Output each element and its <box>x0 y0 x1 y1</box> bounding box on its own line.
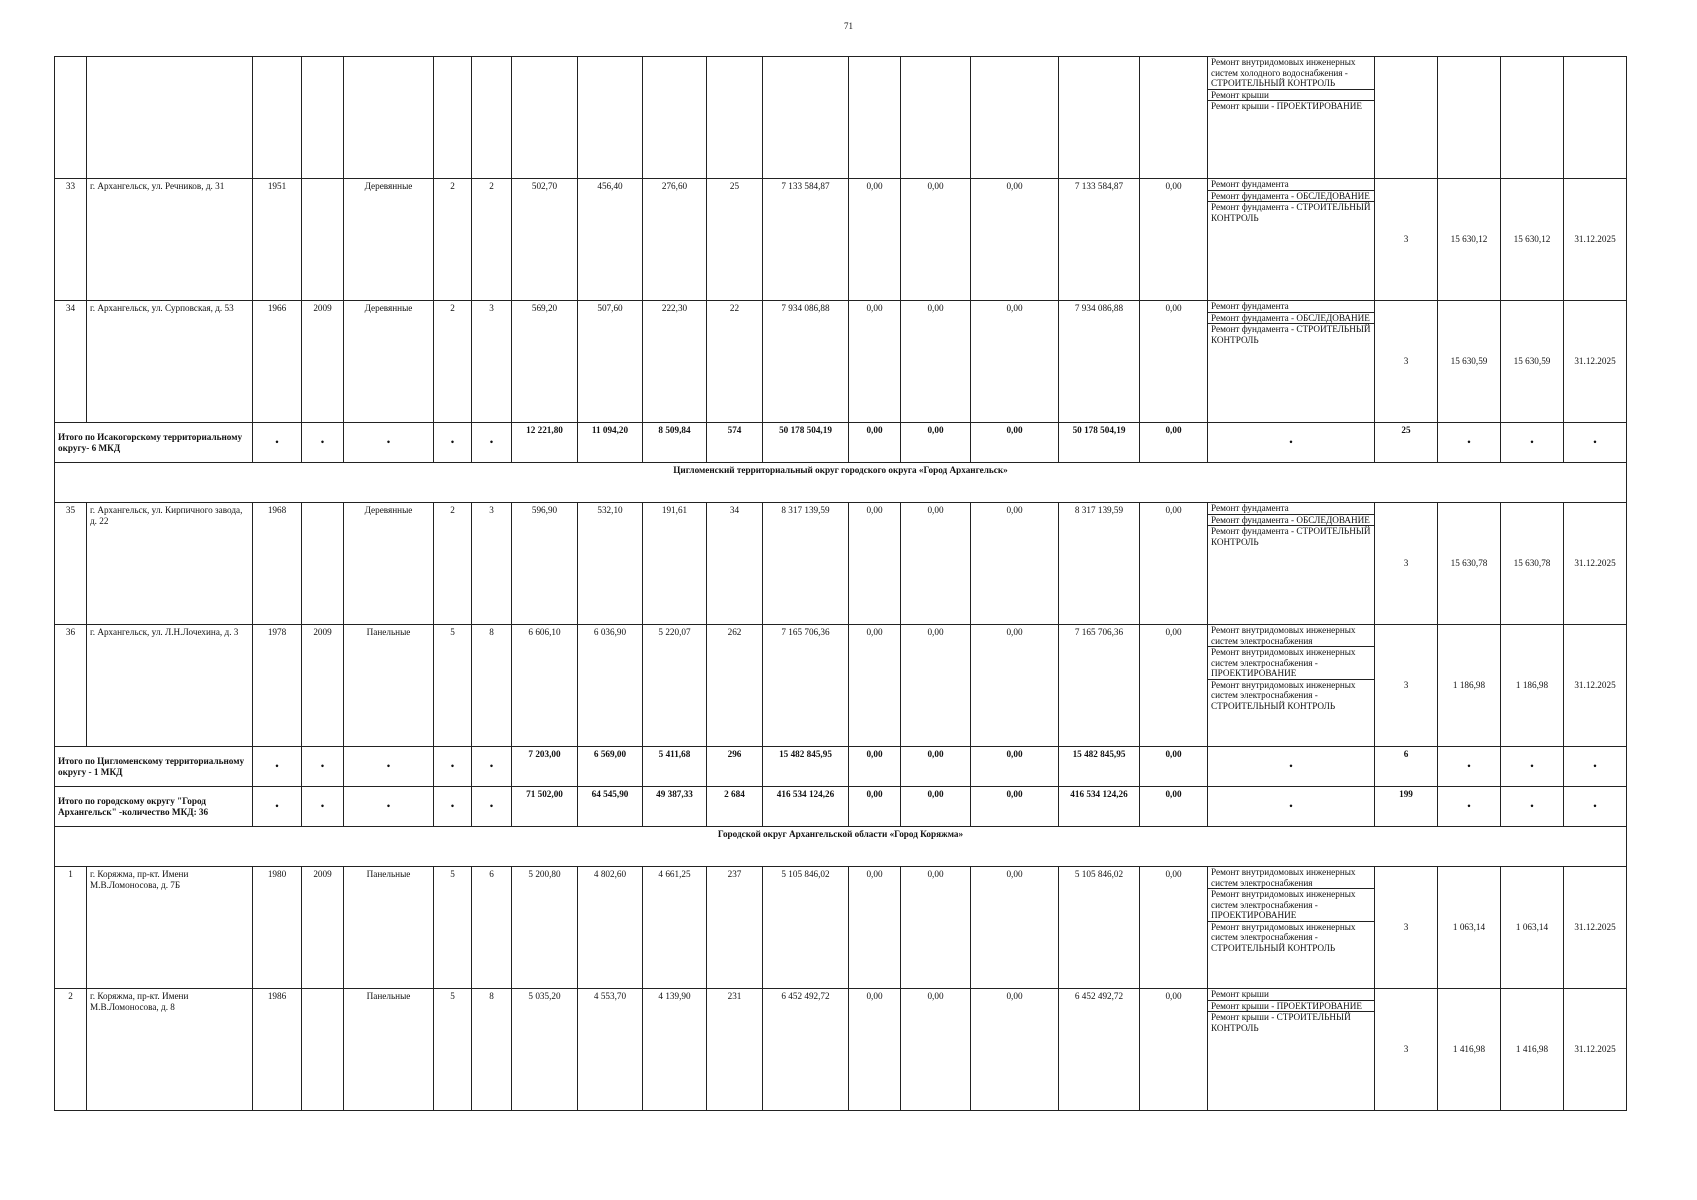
works-cell <box>1208 989 1375 1111</box>
data-cell: 34 <box>55 301 87 423</box>
total-cell: 0,00 <box>1140 423 1208 463</box>
data-cell <box>302 179 344 301</box>
works-list <box>1208 989 1374 1033</box>
total-row <box>55 787 1627 827</box>
data-cell <box>302 503 344 625</box>
data-cell: 25 <box>707 179 763 301</box>
data-cell: 3 <box>1375 179 1438 301</box>
data-cell: 0,00 <box>1140 179 1208 301</box>
data-cell: 237 <box>707 867 763 989</box>
data-cell: 3 <box>1375 625 1438 747</box>
data-cell: 6 452 492,72 <box>1059 989 1140 1111</box>
address-cell: г. Архангельск, ул. Кирпичного завода, д. 22 <box>87 503 253 625</box>
total-cell: • <box>472 423 512 463</box>
data-cell: 4 661,25 <box>643 867 707 989</box>
data-cell: 596,90 <box>512 503 578 625</box>
data-cell: 456,40 <box>578 179 643 301</box>
data-cell: 3 <box>1375 503 1438 625</box>
address-cell: г. Коряжма, пр-кт. Имени М.В.Ломоносова, д. 8 <box>87 989 253 1111</box>
data-cell: 5 <box>434 989 472 1111</box>
total-cell: 25 <box>1375 423 1438 463</box>
total-cell: • <box>434 787 472 827</box>
data-cell: 2 <box>434 179 472 301</box>
table-row <box>55 989 1627 1111</box>
work-item: Ремонт крыши - ПРОЕКТИРОВАНИЕ <box>1208 100 1374 112</box>
total-cell: 0,00 <box>971 747 1059 787</box>
total-label: Итого по городскому округу "Город Архангельск" -количество МКД: 36 <box>55 787 253 827</box>
total-cell: • <box>253 747 302 787</box>
data-cell: 31.12.2025 <box>1564 989 1627 1111</box>
total-cell: 6 569,00 <box>578 747 643 787</box>
section-row <box>55 463 1627 503</box>
table-row <box>55 625 1627 747</box>
data-cell: 36 <box>55 625 87 747</box>
total-row <box>55 747 1627 787</box>
data-cell: 231 <box>707 989 763 1111</box>
total-cell: 15 482 845,95 <box>763 747 849 787</box>
work-item: Ремонт внутридомовых инженерных систем электроснабжения - СТРОИТЕЛЬНЫЙ КОНТРОЛЬ <box>1208 921 1374 954</box>
empty-cell <box>1059 57 1140 179</box>
work-item: Ремонт фундамента - СТРОИТЕЛЬНЫЙ КОНТРОЛЬ <box>1208 201 1374 223</box>
data-cell: 0,00 <box>901 625 971 747</box>
works-cell <box>1208 503 1375 625</box>
data-cell: 7 133 584,87 <box>763 179 849 301</box>
data-cell: 1 <box>55 867 87 989</box>
total-cell: 6 <box>1375 747 1438 787</box>
works-cell <box>1208 867 1375 989</box>
empty-cell <box>1140 57 1208 179</box>
address-cell: г. Архангельск, ул. Л.Н.Лочехина, д. 3 <box>87 625 253 747</box>
data-cell: 5 200,80 <box>512 867 578 989</box>
work-item: Ремонт фундамента <box>1211 301 1289 311</box>
data-cell: Панельные <box>344 989 434 1111</box>
total-cell: 0,00 <box>971 787 1059 827</box>
address-cell: г. Коряжма, пр-кт. Имени М.В.Ломоносова, д. 7Б <box>87 867 253 989</box>
empty-cell <box>578 57 643 179</box>
table-row <box>55 301 1627 423</box>
total-label: Итого по Цигломенскому территориальному округу - 1 МКД <box>55 747 253 787</box>
data-cell: 35 <box>55 503 87 625</box>
data-cell: 3 <box>1375 989 1438 1111</box>
total-cell: 0,00 <box>849 747 901 787</box>
empty-cell <box>901 57 971 179</box>
address-cell: г. Архангельск, ул. Речников, д. 31 <box>87 179 253 301</box>
data-cell: 0,00 <box>971 625 1059 747</box>
data-cell: 6 606,10 <box>512 625 578 747</box>
data-cell: 0,00 <box>849 989 901 1111</box>
total-cell: 0,00 <box>1140 747 1208 787</box>
data-cell: 31.12.2025 <box>1564 625 1627 747</box>
data-cell: 6 036,90 <box>578 625 643 747</box>
data-cell: 15 630,12 <box>1501 179 1564 301</box>
data-cell: 1966 <box>253 301 302 423</box>
empty-cell <box>1438 57 1501 179</box>
data-cell: 0,00 <box>1140 625 1208 747</box>
data-cell: 1 416,98 <box>1501 989 1564 1111</box>
empty-cell <box>971 57 1059 179</box>
total-cell: 49 387,33 <box>643 787 707 827</box>
total-cell: • <box>302 423 344 463</box>
work-item: Ремонт крыши <box>1211 989 1269 999</box>
works-cell <box>1208 301 1375 423</box>
data-cell: 0,00 <box>849 867 901 989</box>
data-cell: 507,60 <box>578 301 643 423</box>
data-cell: 5 035,20 <box>512 989 578 1111</box>
data-cell: 0,00 <box>971 867 1059 989</box>
table-row <box>55 867 1627 989</box>
data-cell: 0,00 <box>901 989 971 1111</box>
empty-cell <box>55 57 87 179</box>
total-label: Итого по Исакогорскому территориальному округу- 6 МКД <box>55 423 253 463</box>
data-cell: 7 165 706,36 <box>1059 625 1140 747</box>
data-cell: 1 416,98 <box>1438 989 1501 1111</box>
total-cell: 199 <box>1375 787 1438 827</box>
total-cell: • <box>344 747 434 787</box>
data-cell: 0,00 <box>901 179 971 301</box>
works-list <box>1208 625 1374 712</box>
data-cell: 262 <box>707 625 763 747</box>
data-cell: 2 <box>434 503 472 625</box>
total-cell: • <box>302 787 344 827</box>
total-cell: • <box>253 423 302 463</box>
total-cell: • <box>1438 787 1501 827</box>
data-cell: 0,00 <box>971 989 1059 1111</box>
total-cell: 2 684 <box>707 787 763 827</box>
data-cell: 0,00 <box>849 179 901 301</box>
data-cell: 1978 <box>253 625 302 747</box>
data-cell: 569,20 <box>512 301 578 423</box>
works-list <box>1208 301 1374 345</box>
work-item: Ремонт внутридомовых инженерных систем электроснабжения - СТРОИТЕЛЬНЫЙ КОНТРОЛЬ <box>1208 679 1374 712</box>
empty-cell <box>253 57 302 179</box>
data-cell: 532,10 <box>578 503 643 625</box>
data-cell: 1951 <box>253 179 302 301</box>
empty-cell <box>643 57 707 179</box>
data-cell: 7 165 706,36 <box>763 625 849 747</box>
total-cell: • <box>1564 787 1627 827</box>
data-cell: Деревянные <box>344 301 434 423</box>
data-cell: 0,00 <box>1140 867 1208 989</box>
page-number: 71 <box>844 21 853 31</box>
data-cell: 8 <box>472 989 512 1111</box>
data-cell: 276,60 <box>643 179 707 301</box>
total-cell: • <box>472 787 512 827</box>
work-item: Ремонт внутридомовых инженерных систем электроснабжения - ПРОЕКТИРОВАНИЕ <box>1208 646 1374 679</box>
data-cell: 15 630,12 <box>1438 179 1501 301</box>
data-cell: 5 <box>434 625 472 747</box>
total-cell: 64 545,90 <box>578 787 643 827</box>
data-cell: 0,00 <box>1140 989 1208 1111</box>
work-item: Ремонт крыши - ПРОЕКТИРОВАНИЕ <box>1208 1000 1374 1012</box>
capital-repair-table <box>54 56 1627 1111</box>
work-item: Ремонт внутридомовых инженерных систем электроснабжения <box>1211 625 1356 646</box>
empty-cell <box>763 57 849 179</box>
total-cell: 11 094,20 <box>578 423 643 463</box>
data-cell: 2 <box>55 989 87 1111</box>
data-cell: 4 553,70 <box>578 989 643 1111</box>
total-cell: 8 509,84 <box>643 423 707 463</box>
data-cell: 0,00 <box>901 867 971 989</box>
data-cell: 1 186,98 <box>1501 625 1564 747</box>
total-cell: • <box>472 747 512 787</box>
total-cell: 0,00 <box>1140 787 1208 827</box>
empty-cell <box>707 57 763 179</box>
data-cell: 5 105 846,02 <box>1059 867 1140 989</box>
work-item: Ремонт фундамента - СТРОИТЕЛЬНЫЙ КОНТРОЛЬ <box>1208 323 1374 345</box>
work-item: Ремонт фундамента - ОБСЛЕДОВАНИЕ <box>1208 514 1374 526</box>
data-cell: 33 <box>55 179 87 301</box>
total-cell: 12 221,80 <box>512 423 578 463</box>
empty-cell <box>344 57 434 179</box>
data-cell: 34 <box>707 503 763 625</box>
data-cell: 191,61 <box>643 503 707 625</box>
total-cell: • <box>1564 423 1627 463</box>
total-cell: 0,00 <box>901 747 971 787</box>
works-list <box>1208 867 1374 954</box>
works-list <box>1208 57 1374 112</box>
data-cell: 3 <box>1375 867 1438 989</box>
data-cell: 2 <box>472 179 512 301</box>
data-cell: 5 220,07 <box>643 625 707 747</box>
data-cell: 1 186,98 <box>1438 625 1501 747</box>
total-cell: • <box>1208 787 1375 827</box>
empty-cell <box>472 57 512 179</box>
data-cell: 0,00 <box>849 503 901 625</box>
data-cell: Деревянные <box>344 179 434 301</box>
work-item: Ремонт фундамента - ОБСЛЕДОВАНИЕ <box>1208 312 1374 324</box>
table-row <box>55 503 1627 625</box>
data-cell: 1 063,14 <box>1438 867 1501 989</box>
empty-cell <box>1375 57 1438 179</box>
data-cell: 2009 <box>302 625 344 747</box>
total-cell: 0,00 <box>901 423 971 463</box>
data-cell: 7 934 086,88 <box>1059 301 1140 423</box>
total-cell: 5 411,68 <box>643 747 707 787</box>
total-cell: 574 <box>707 423 763 463</box>
empty-cell <box>849 57 901 179</box>
works-list <box>1208 179 1374 223</box>
total-cell: 0,00 <box>901 787 971 827</box>
work-item: Ремонт фундамента <box>1211 503 1289 513</box>
table-row <box>55 179 1627 301</box>
data-cell: 0,00 <box>971 503 1059 625</box>
data-cell: 0,00 <box>849 625 901 747</box>
data-cell: 2 <box>434 301 472 423</box>
data-cell: 3 <box>1375 301 1438 423</box>
data-cell: 22 <box>707 301 763 423</box>
data-cell: 15 630,78 <box>1438 503 1501 625</box>
total-row <box>55 423 1627 463</box>
works-cell <box>1208 625 1375 747</box>
data-cell: 15 630,78 <box>1501 503 1564 625</box>
total-cell: • <box>1438 423 1501 463</box>
total-cell: • <box>1208 747 1375 787</box>
data-cell: 3 <box>472 503 512 625</box>
section-row <box>55 827 1627 867</box>
total-cell: 50 178 504,19 <box>763 423 849 463</box>
total-cell: 416 534 124,26 <box>763 787 849 827</box>
total-cell: • <box>1564 747 1627 787</box>
section-heading: Городской округ Архангельской области «Город Коряжма» <box>55 827 1627 867</box>
data-cell: 1980 <box>253 867 302 989</box>
data-cell: 1968 <box>253 503 302 625</box>
work-item: Ремонт крыши - СТРОИТЕЛЬНЫЙ КОНТРОЛЬ <box>1208 1011 1374 1033</box>
data-cell: 5 <box>434 867 472 989</box>
data-cell: 2009 <box>302 867 344 989</box>
data-cell: 5 105 846,02 <box>763 867 849 989</box>
total-cell: • <box>253 787 302 827</box>
data-cell: 0,00 <box>901 503 971 625</box>
data-cell: 0,00 <box>971 301 1059 423</box>
data-cell: Деревянные <box>344 503 434 625</box>
data-cell: 15 630,59 <box>1501 301 1564 423</box>
total-cell: • <box>1501 787 1564 827</box>
data-cell: 6 452 492,72 <box>763 989 849 1111</box>
data-cell: Панельные <box>344 625 434 747</box>
total-cell: 0,00 <box>849 423 901 463</box>
data-cell: 8 317 139,59 <box>1059 503 1140 625</box>
total-cell: • <box>434 423 472 463</box>
data-cell: 2009 <box>302 301 344 423</box>
total-cell: • <box>434 747 472 787</box>
section-heading: Цигломенский территориальный округ городского округа «Город Архангельск» <box>55 463 1627 503</box>
data-cell: 1 063,14 <box>1501 867 1564 989</box>
address-cell: г. Архангельск, ул. Сурповская, д. 53 <box>87 301 253 423</box>
data-cell: 8 317 139,59 <box>763 503 849 625</box>
work-item: Ремонт крыши <box>1208 89 1374 101</box>
empty-cell <box>1564 57 1627 179</box>
empty-cell <box>87 57 253 179</box>
total-cell: • <box>344 423 434 463</box>
empty-cell <box>1501 57 1564 179</box>
data-cell: 0,00 <box>1140 503 1208 625</box>
total-cell: 15 482 845,95 <box>1059 747 1140 787</box>
empty-cell <box>302 57 344 179</box>
data-cell: 7 133 584,87 <box>1059 179 1140 301</box>
work-item: Ремонт фундамента <box>1211 179 1289 189</box>
data-cell: Панельные <box>344 867 434 989</box>
data-cell: 0,00 <box>901 301 971 423</box>
works-cell <box>1208 57 1375 179</box>
data-cell: 8 <box>472 625 512 747</box>
total-cell: • <box>1208 423 1375 463</box>
data-cell <box>302 989 344 1111</box>
works-cell <box>1208 179 1375 301</box>
empty-cell <box>434 57 472 179</box>
data-cell: 4 802,60 <box>578 867 643 989</box>
data-cell: 31.12.2025 <box>1564 301 1627 423</box>
data-cell: 502,70 <box>512 179 578 301</box>
data-cell: 0,00 <box>1140 301 1208 423</box>
work-item: Ремонт фундамента - ОБСЛЕДОВАНИЕ <box>1208 190 1374 202</box>
empty-cell <box>512 57 578 179</box>
data-cell: 0,00 <box>971 179 1059 301</box>
total-cell: 50 178 504,19 <box>1059 423 1140 463</box>
total-cell: • <box>302 747 344 787</box>
data-cell: 3 <box>472 301 512 423</box>
data-cell: 0,00 <box>849 301 901 423</box>
total-cell: 7 203,00 <box>512 747 578 787</box>
data-cell: 1986 <box>253 989 302 1111</box>
cont-row <box>55 57 1627 179</box>
data-cell: 31.12.2025 <box>1564 179 1627 301</box>
total-cell: • <box>1501 747 1564 787</box>
total-cell: 296 <box>707 747 763 787</box>
work-item: Ремонт фундамента - СТРОИТЕЛЬНЫЙ КОНТРОЛЬ <box>1208 525 1374 547</box>
data-cell: 15 630,59 <box>1438 301 1501 423</box>
total-cell: • <box>1501 423 1564 463</box>
total-cell: 0,00 <box>971 423 1059 463</box>
data-cell: 7 934 086,88 <box>763 301 849 423</box>
total-cell: • <box>1438 747 1501 787</box>
data-cell: 222,30 <box>643 301 707 423</box>
total-cell: 416 534 124,26 <box>1059 787 1140 827</box>
work-item: Ремонт внутридомовых инженерных систем электроснабжения <box>1211 867 1356 888</box>
data-cell: 6 <box>472 867 512 989</box>
total-cell: 71 502,00 <box>512 787 578 827</box>
total-cell: 0,00 <box>849 787 901 827</box>
work-item: Ремонт внутридомовых инженерных систем электроснабжения - ПРОЕКТИРОВАНИЕ <box>1208 888 1374 921</box>
data-cell: 31.12.2025 <box>1564 867 1627 989</box>
data-cell: 4 139,90 <box>643 989 707 1111</box>
work-item: Ремонт внутридомовых инженерных систем холодного водоснабжения - СТРОИТЕЛЬНЫЙ КОНТРОЛЬ <box>1211 57 1356 89</box>
works-list <box>1208 503 1374 547</box>
data-cell: 31.12.2025 <box>1564 503 1627 625</box>
total-cell: • <box>344 787 434 827</box>
